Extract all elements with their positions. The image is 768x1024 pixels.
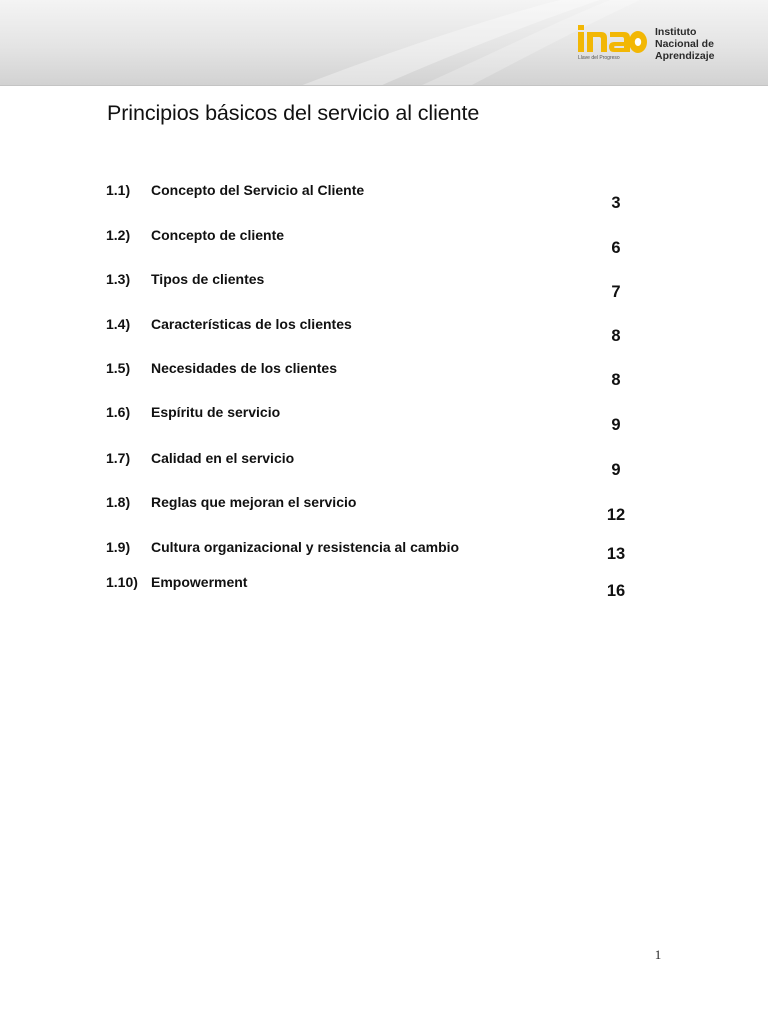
logo-tagline: Llave del Progreso: [578, 55, 620, 61]
toc-label: Cultura organizacional y resistencia al cambio: [151, 539, 460, 555]
institution-name: [655, 26, 715, 62]
toc-label: Empowerment: [151, 574, 248, 590]
toc-page-number: 12: [606, 506, 626, 524]
toc-page-number: 13: [606, 545, 626, 563]
toc-number: 1.2): [106, 227, 131, 243]
toc-page-number: 8: [611, 371, 621, 389]
toc-number: 1.1): [106, 182, 131, 198]
toc-number: 1.3): [106, 271, 131, 287]
toc-page-number: 9: [611, 416, 621, 434]
institution-line-3: Aprendizaje: [655, 50, 715, 62]
institution-line-2: Nacional de: [655, 38, 714, 50]
toc-label: Espíritu de servicio: [151, 404, 281, 420]
toc-label: Calidad en el servicio: [151, 450, 295, 466]
toc-number: 1.7): [106, 450, 131, 466]
toc-label: Características de los clientes: [151, 316, 352, 332]
toc-label: Tipos de clientes: [151, 271, 265, 287]
toc-page-number: 16: [606, 582, 626, 600]
toc-number: 1.8): [106, 494, 131, 510]
toc-number: 1.6): [106, 404, 131, 420]
toc-page-number: 6: [611, 239, 621, 257]
page-header: [0, 0, 768, 86]
toc-label: Necesidades de los clientes: [151, 360, 337, 376]
footer-page-number: 1: [654, 947, 662, 962]
toc-number: 1.10): [106, 574, 138, 590]
toc-page-number: 7: [611, 283, 621, 301]
toc-number: 1.5): [106, 360, 131, 376]
toc-page-number: 3: [611, 194, 621, 212]
ina-logo: [576, 22, 726, 68]
toc-label: Reglas que mejoran el servicio: [151, 494, 357, 510]
document-title: Principios básicos del servicio al cliente: [107, 101, 480, 125]
institution-line-1: Instituto: [655, 26, 697, 38]
toc-page-number: 8: [611, 327, 621, 345]
toc-number: 1.9): [106, 539, 131, 555]
toc-number: 1.4): [106, 316, 131, 332]
toc-label: Concepto del Servicio al Cliente: [151, 182, 365, 198]
toc-page-number: 9: [611, 461, 621, 479]
toc-label: Concepto de cliente: [151, 227, 285, 243]
